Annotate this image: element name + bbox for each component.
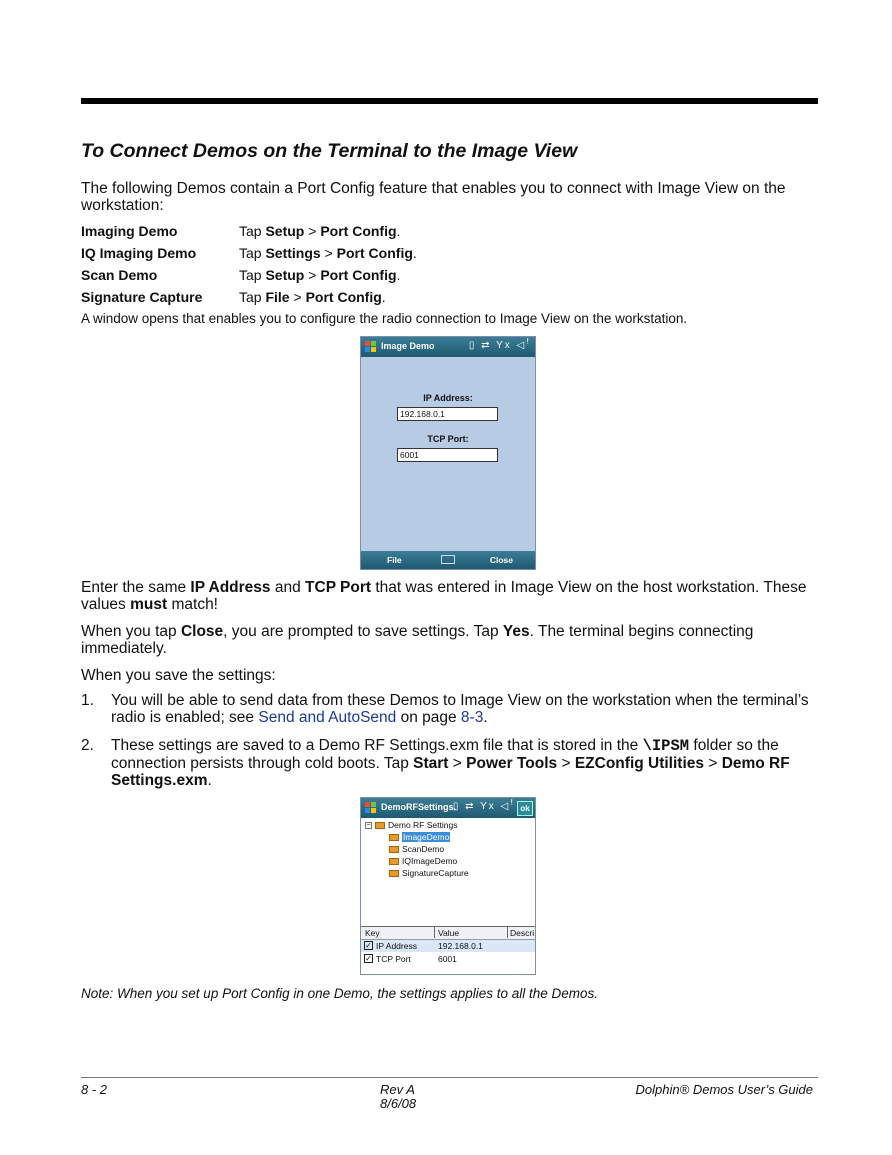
checkbox[interactable]: ✓ <box>365 954 372 963</box>
table-row[interactable] <box>361 940 535 952</box>
ok-button[interactable]: ok <box>517 801 533 816</box>
file-softkey[interactable]: File <box>387 555 402 565</box>
window-note: A window opens that enables you to configure the radio connection to Image View on the workstation. <box>81 311 688 326</box>
page-link[interactable]: 8-3 <box>460 709 484 726</box>
close-paragraph: When you tap Close, you are prompted to save settings. Tap Yes. The terminal begins connecting immediately. <box>81 623 754 657</box>
tcp-port-field[interactable]: 6001 <box>397 448 498 462</box>
list-text: You will be able to send data from these Demos to Image View on the workstation when the terminal’s radio is enabled; see Send and AutoSend on page 8-3. <box>111 692 809 726</box>
checkbox[interactable]: ✓ <box>365 941 372 950</box>
section-heading: To Connect Demos on the Terminal to the Image View <box>81 140 578 162</box>
footer-title: Dolphin® Demos User’s Guide <box>635 1082 813 1097</box>
demo-name: IQ Imaging Demo <box>81 245 197 261</box>
column-header[interactable]: Descri <box>510 928 535 938</box>
list-text: These settings are saved to a Demo RF Settings.exm file that is stored in the \IPSM folder so the connection persists through cold boots. Tap Start > Power Tools > EZConfig Utilities > Demo RF Settings.exm. <box>111 737 790 789</box>
image-demo-screenshot <box>360 336 536 570</box>
send-autosend-link[interactable]: Send and AutoSend <box>258 709 397 726</box>
ip-address-field[interactable]: 192.168.0.1 <box>397 407 498 421</box>
demo-action: Tap Settings > Port Config. <box>239 245 417 261</box>
title-bar <box>361 798 535 818</box>
tree-item[interactable]: ScanDemo <box>389 844 444 855</box>
folder-icon <box>375 822 385 829</box>
window-title: DemoRFSettings. <box>381 802 457 812</box>
save-paragraph: When you save the settings: <box>81 667 276 684</box>
footer-rule <box>81 1077 818 1078</box>
row-value: 192.168.0.1 <box>438 941 483 951</box>
listview-header <box>361 926 535 940</box>
status-icons: ▯ ⇄ Yx ◁ꜝ <box>452 801 515 812</box>
ip-address-label: IP Address: <box>423 393 473 403</box>
demo-name: Imaging Demo <box>81 223 178 239</box>
status-icons: ▯ ⇄ Yx ◁ꜝ <box>468 340 531 351</box>
column-header[interactable]: Value <box>438 928 460 938</box>
keyboard-icon[interactable] <box>441 555 455 564</box>
row-key: TCP Port <box>376 954 411 964</box>
footer-revision: Rev A 8/6/08 <box>380 1082 417 1111</box>
demo-name: Signature Capture <box>81 289 203 305</box>
enter-paragraph: Enter the same IP Address and TCP Port that was entered in Image View on the host workstation. These values must match! <box>81 579 807 613</box>
close-softkey[interactable]: Close <box>489 555 513 565</box>
folder-open-icon <box>389 834 399 841</box>
folder-icon <box>389 870 399 877</box>
row-key: IP Address <box>376 941 417 951</box>
tree-root[interactable]: − Demo RF Settings <box>366 820 458 830</box>
note: Note: When you set up Port Config in one Demo, the settings applies to all the Demos. <box>81 986 599 1001</box>
column-header[interactable]: Key <box>365 928 380 938</box>
tree-item[interactable]: IQImageDemo <box>389 856 457 867</box>
window-title: Image Demo <box>381 341 435 351</box>
footer-page-number: 8 - 2 <box>81 1082 108 1097</box>
demo-action: Tap Setup > Port Config. <box>239 267 401 283</box>
header-rule <box>81 98 818 104</box>
folder-icon <box>389 846 399 853</box>
column-divider[interactable] <box>507 926 508 938</box>
list-number: 1. <box>81 692 94 709</box>
table-row[interactable] <box>361 953 535 965</box>
tree-item[interactable]: ImageDemo <box>389 832 450 843</box>
folder-icon <box>389 858 399 865</box>
title-bar <box>361 337 535 357</box>
demo-rf-settings-screenshot <box>360 797 536 975</box>
collapse-icon[interactable]: − <box>366 822 371 830</box>
tree-item[interactable]: SignatureCapture <box>389 868 469 879</box>
demo-action: Tap File > Port Config. <box>239 289 386 305</box>
intro-paragraph: The following Demos contain a Port Config feature that enables you to connect with Image View on the workstation: <box>81 180 786 214</box>
demo-action: Tap Setup > Port Config. <box>239 223 401 239</box>
windows-start-icon[interactable] <box>364 340 377 353</box>
softkey-bar <box>361 551 535 569</box>
windows-start-icon[interactable] <box>364 801 377 814</box>
list-number: 2. <box>81 737 94 754</box>
column-divider[interactable] <box>434 926 435 938</box>
row-value: 6001 <box>438 954 457 964</box>
tcp-port-label: TCP Port: <box>427 434 469 444</box>
demo-name: Scan Demo <box>81 267 158 283</box>
